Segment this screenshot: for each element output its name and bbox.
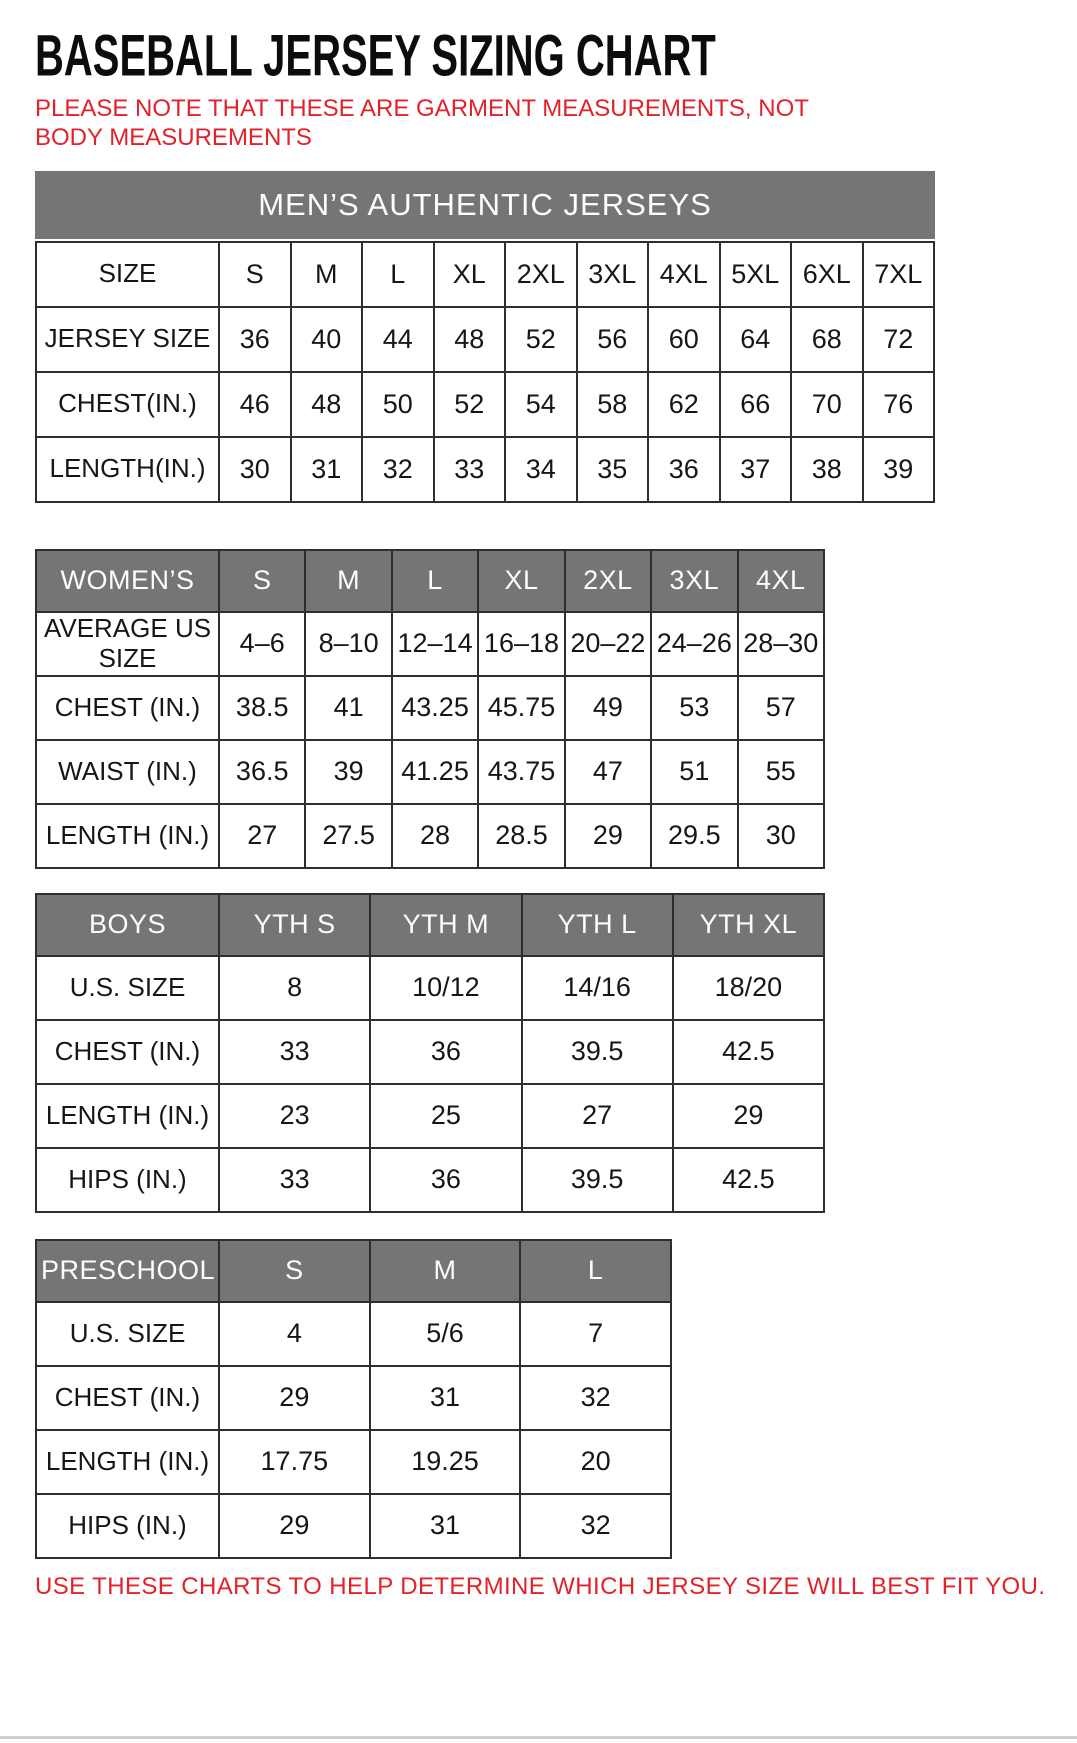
value-cell: 14/16 bbox=[522, 956, 673, 1020]
value-cell: 18/20 bbox=[673, 956, 824, 1020]
value-cell: 27 bbox=[219, 804, 305, 868]
column-header-cell: L bbox=[520, 1240, 671, 1302]
column-header-cell: YTH S bbox=[219, 894, 370, 956]
column-header-cell: L bbox=[362, 242, 434, 307]
value-cell: 27.5 bbox=[305, 804, 391, 868]
column-header-cell: YTH M bbox=[370, 894, 521, 956]
value-cell: 50 bbox=[362, 372, 434, 437]
value-cell: 16–18 bbox=[478, 612, 564, 676]
value-cell: 37 bbox=[720, 437, 792, 502]
column-header-cell: M bbox=[291, 242, 363, 307]
value-cell: 40 bbox=[291, 307, 363, 372]
value-cell: 41 bbox=[305, 676, 391, 740]
value-cell: 70 bbox=[791, 372, 863, 437]
value-cell: 42.5 bbox=[673, 1020, 824, 1084]
column-header-cell: 6XL bbox=[791, 242, 863, 307]
column-header-cell: 3XL bbox=[577, 242, 649, 307]
value-cell: 27 bbox=[522, 1084, 673, 1148]
value-cell: 25 bbox=[370, 1084, 521, 1148]
value-cell: 23 bbox=[219, 1084, 370, 1148]
row-label-cell: U.S. SIZE bbox=[36, 956, 219, 1020]
value-cell: 31 bbox=[370, 1494, 521, 1558]
value-cell: 20 bbox=[520, 1430, 671, 1494]
value-cell: 51 bbox=[651, 740, 737, 804]
value-cell: 33 bbox=[219, 1148, 370, 1212]
value-cell: 32 bbox=[520, 1366, 671, 1430]
column-header-cell: 5XL bbox=[720, 242, 792, 307]
row-label-cell: LENGTH(IN.) bbox=[36, 437, 219, 502]
table-header-row bbox=[36, 894, 824, 956]
value-cell: 52 bbox=[505, 307, 577, 372]
column-header-cell: M bbox=[305, 550, 391, 612]
size-label-row bbox=[36, 242, 934, 307]
value-cell: 62 bbox=[648, 372, 720, 437]
value-cell: 10/12 bbox=[370, 956, 521, 1020]
measurement-row bbox=[36, 956, 824, 1020]
row-label-cell: CHEST (IN.) bbox=[36, 1366, 219, 1430]
value-cell: 34 bbox=[505, 437, 577, 502]
value-cell: 29.5 bbox=[651, 804, 737, 868]
value-cell: 52 bbox=[434, 372, 506, 437]
column-header-cell: 4XL bbox=[738, 550, 824, 612]
column-header-cell: S bbox=[219, 1240, 370, 1302]
value-cell: 49 bbox=[565, 676, 651, 740]
value-cell: 53 bbox=[651, 676, 737, 740]
value-cell: 17.75 bbox=[219, 1430, 370, 1494]
value-cell: 68 bbox=[791, 307, 863, 372]
value-cell: 32 bbox=[520, 1494, 671, 1558]
value-cell: 24–26 bbox=[651, 612, 737, 676]
column-header-cell: YTH XL bbox=[673, 894, 824, 956]
column-header-cell: 2XL bbox=[505, 242, 577, 307]
value-cell: 19.25 bbox=[370, 1430, 521, 1494]
value-cell: 38.5 bbox=[219, 676, 305, 740]
value-cell: 47 bbox=[565, 740, 651, 804]
value-cell: 8–10 bbox=[305, 612, 391, 676]
footer-note: USE THESE CHARTS TO HELP DETERMINE WHICH JERSEY SIZE WILL BEST FIT YOU. bbox=[35, 1572, 1046, 1600]
value-cell: 36 bbox=[648, 437, 720, 502]
measurement-row bbox=[36, 676, 824, 740]
value-cell: 48 bbox=[291, 372, 363, 437]
row-label-cell: CHEST (IN.) bbox=[36, 676, 219, 740]
value-cell: 29 bbox=[219, 1494, 370, 1558]
value-cell: 20–22 bbox=[565, 612, 651, 676]
value-cell: 32 bbox=[362, 437, 434, 502]
measurement-row bbox=[36, 1366, 671, 1430]
row-label-cell: HIPS (IN.) bbox=[36, 1494, 219, 1558]
value-cell: 55 bbox=[738, 740, 824, 804]
value-cell: 28–30 bbox=[738, 612, 824, 676]
row-label-cell: SIZE bbox=[36, 242, 219, 307]
preschool-sizing-table bbox=[35, 1239, 672, 1559]
value-cell: 8 bbox=[219, 956, 370, 1020]
value-cell: 36.5 bbox=[219, 740, 305, 804]
row-label-cell: WAIST (IN.) bbox=[36, 740, 219, 804]
measurement-row bbox=[36, 1430, 671, 1494]
bottom-divider bbox=[0, 1736, 1077, 1739]
value-cell: 31 bbox=[291, 437, 363, 502]
value-cell: 72 bbox=[863, 307, 935, 372]
boys-sizing-table bbox=[35, 893, 825, 1213]
value-cell: 4–6 bbox=[219, 612, 305, 676]
measurement-row bbox=[36, 740, 824, 804]
value-cell: 39.5 bbox=[522, 1020, 673, 1084]
value-cell: 5/6 bbox=[370, 1302, 521, 1366]
measurement-row bbox=[36, 1148, 824, 1212]
value-cell: 41.25 bbox=[392, 740, 478, 804]
row-label-cell: JERSEY SIZE bbox=[36, 307, 219, 372]
value-cell: 45.75 bbox=[478, 676, 564, 740]
value-cell: 36 bbox=[370, 1020, 521, 1084]
column-header-cell: M bbox=[370, 1240, 521, 1302]
measurement-row bbox=[36, 1494, 671, 1558]
value-cell: 43.75 bbox=[478, 740, 564, 804]
column-header-cell: S bbox=[219, 242, 291, 307]
page-title: BASEBALL JERSEY SIZING CHART bbox=[35, 23, 716, 89]
value-cell: 44 bbox=[362, 307, 434, 372]
measurement-row bbox=[36, 1084, 824, 1148]
row-label-cell: U.S. SIZE bbox=[36, 1302, 219, 1366]
value-cell: 46 bbox=[219, 372, 291, 437]
row-label-cell: LENGTH (IN.) bbox=[36, 804, 219, 868]
value-cell: 4 bbox=[219, 1302, 370, 1366]
column-header-cell: L bbox=[392, 550, 478, 612]
value-cell: 43.25 bbox=[392, 676, 478, 740]
value-cell: 54 bbox=[505, 372, 577, 437]
value-cell: 29 bbox=[565, 804, 651, 868]
value-cell: 39 bbox=[305, 740, 391, 804]
value-cell: 33 bbox=[219, 1020, 370, 1084]
column-header-cell: XL bbox=[478, 550, 564, 612]
table-header-row bbox=[36, 550, 824, 612]
column-header-cell: 4XL bbox=[648, 242, 720, 307]
table-header-row bbox=[36, 1240, 671, 1302]
value-cell: 29 bbox=[219, 1366, 370, 1430]
value-cell: 60 bbox=[648, 307, 720, 372]
value-cell: 30 bbox=[219, 437, 291, 502]
value-cell: 56 bbox=[577, 307, 649, 372]
row-label-cell: AVERAGE US SIZE bbox=[36, 612, 219, 676]
measurement-row bbox=[36, 804, 824, 868]
table-title-cell: PRESCHOOL bbox=[36, 1240, 219, 1302]
mens-sizing-table bbox=[35, 241, 935, 503]
value-cell: 42.5 bbox=[673, 1148, 824, 1212]
value-cell: 39 bbox=[863, 437, 935, 502]
column-header-cell: YTH L bbox=[522, 894, 673, 956]
measurement-row bbox=[36, 1302, 671, 1366]
column-header-cell: 7XL bbox=[863, 242, 935, 307]
row-label-cell: CHEST(IN.) bbox=[36, 372, 219, 437]
value-cell: 76 bbox=[863, 372, 935, 437]
value-cell: 57 bbox=[738, 676, 824, 740]
value-cell: 7 bbox=[520, 1302, 671, 1366]
column-header-cell: 2XL bbox=[565, 550, 651, 612]
garment-measurements-note: PLEASE NOTE THAT THESE ARE GARMENT MEASUREMENTS, NOT BODY MEASUREMENTS bbox=[35, 95, 809, 152]
row-label-cell: LENGTH (IN.) bbox=[36, 1430, 219, 1494]
column-header-cell: XL bbox=[434, 242, 506, 307]
value-cell: 33 bbox=[434, 437, 506, 502]
value-cell: 35 bbox=[577, 437, 649, 502]
measurement-row bbox=[36, 1020, 824, 1084]
table-title-cell: WOMEN’S bbox=[36, 550, 219, 612]
row-label-cell: LENGTH (IN.) bbox=[36, 1084, 219, 1148]
value-cell: 58 bbox=[577, 372, 649, 437]
value-cell: 36 bbox=[370, 1148, 521, 1212]
row-label-cell: HIPS (IN.) bbox=[36, 1148, 219, 1212]
measurement-row bbox=[36, 307, 934, 372]
value-cell: 31 bbox=[370, 1366, 521, 1430]
value-cell: 29 bbox=[673, 1084, 824, 1148]
measurement-row bbox=[36, 437, 934, 502]
column-header-cell: 3XL bbox=[651, 550, 737, 612]
mens-table-banner: MEN’S AUTHENTIC JERSEYS bbox=[35, 171, 935, 239]
value-cell: 38 bbox=[791, 437, 863, 502]
table-title-cell: BOYS bbox=[36, 894, 219, 956]
measurement-row bbox=[36, 372, 934, 437]
value-cell: 12–14 bbox=[392, 612, 478, 676]
value-cell: 39.5 bbox=[522, 1148, 673, 1212]
value-cell: 30 bbox=[738, 804, 824, 868]
measurement-row bbox=[36, 612, 824, 676]
column-header-cell: S bbox=[219, 550, 305, 612]
value-cell: 66 bbox=[720, 372, 792, 437]
row-label-cell: CHEST (IN.) bbox=[36, 1020, 219, 1084]
womens-sizing-table bbox=[35, 549, 825, 869]
value-cell: 64 bbox=[720, 307, 792, 372]
value-cell: 48 bbox=[434, 307, 506, 372]
value-cell: 36 bbox=[219, 307, 291, 372]
value-cell: 28 bbox=[392, 804, 478, 868]
value-cell: 28.5 bbox=[478, 804, 564, 868]
